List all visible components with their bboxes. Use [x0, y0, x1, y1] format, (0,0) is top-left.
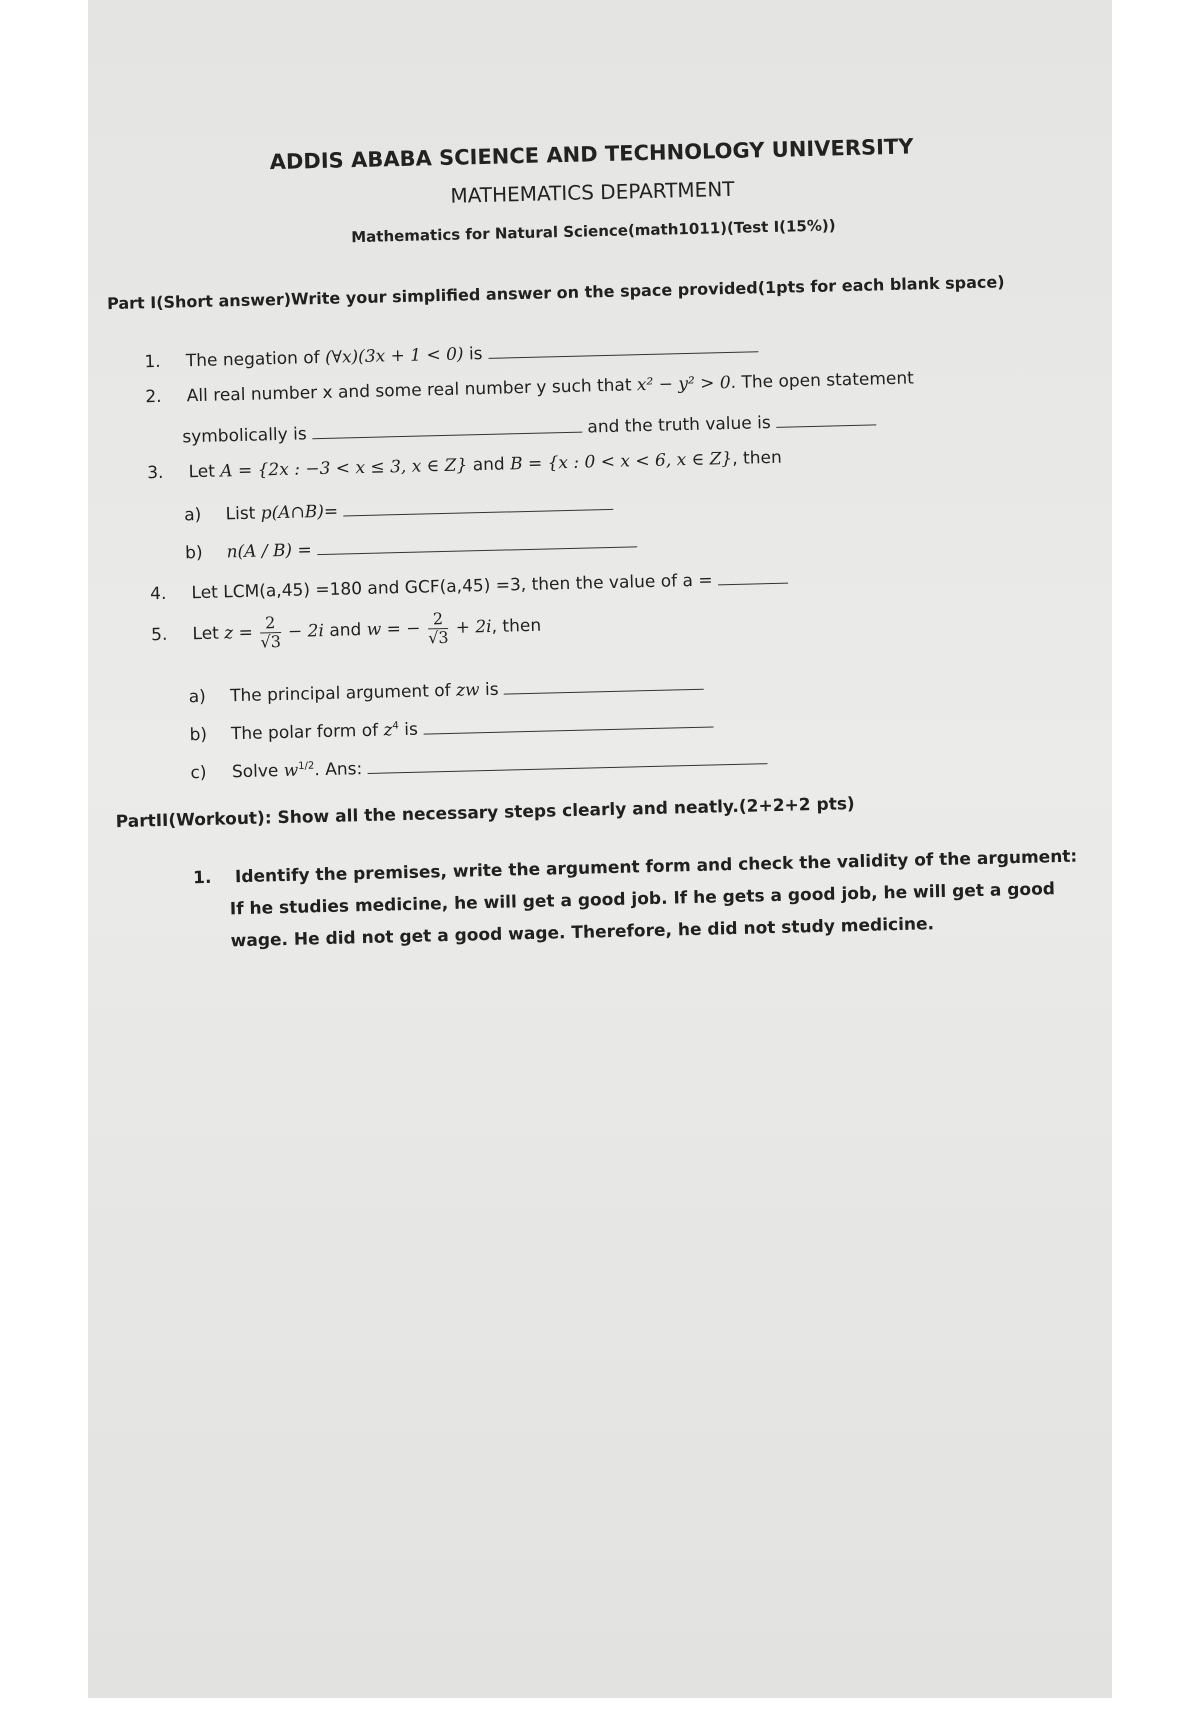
question-text: and the truth value is	[587, 413, 771, 438]
math-expression: x² − y² > 0	[636, 372, 731, 396]
exam-content	[76, 0, 1141, 1710]
question-3	[147, 448, 782, 484]
question-text: The polar form of	[230, 720, 379, 745]
set-a-definition: A = {2x : −3 < x ≤ 3, x ∈ Z}	[220, 455, 468, 482]
answer-blank[interactable]	[367, 746, 767, 774]
w-fraction	[428, 610, 449, 647]
question-text-tail: is	[484, 679, 499, 701]
question-2	[145, 368, 914, 407]
question-5c	[190, 746, 767, 783]
fraction-numerator: 2	[428, 610, 449, 629]
answer-blank[interactable]	[504, 672, 704, 695]
math-expression: z	[383, 720, 393, 741]
math-expression: p(A∩B)=	[260, 501, 339, 524]
w-tail: + 2i	[455, 616, 492, 638]
question-text: and	[472, 454, 505, 476]
z-fraction	[260, 614, 281, 651]
fraction-numerator: 2	[260, 614, 281, 633]
question-text: Let LCM(a,45) =180 and GCF(a,45) =3, then the value of a =	[191, 570, 713, 604]
answer-blank[interactable]	[718, 566, 788, 586]
math-expression: w	[283, 760, 299, 781]
answer-blank[interactable]	[423, 709, 713, 734]
question-text-tail: . The open statement	[730, 368, 915, 393]
sub-question-label: a)	[188, 686, 206, 708]
question-text-tail: , then	[491, 615, 542, 637]
question-text: symbolically is	[182, 424, 307, 448]
question-text-tail: . Ans:	[314, 759, 363, 781]
fraction-denominator: √3	[260, 631, 282, 652]
question-text: The principal argument of	[229, 680, 451, 707]
question-1	[144, 334, 758, 372]
question-text: and	[329, 620, 362, 641]
department-title: MATHEMATICS DEPARTMENT	[450, 176, 735, 208]
question-text: Let	[188, 461, 216, 483]
answer-blank[interactable]	[317, 529, 637, 555]
fraction-denominator: √3	[427, 627, 449, 648]
w-lhs: w = −	[366, 618, 421, 641]
question-number: 1.	[192, 867, 212, 889]
math-expression: (∀x)(3x + 1 < 0)	[324, 344, 464, 368]
question-text: The negation of	[185, 348, 320, 372]
question-5	[151, 608, 542, 654]
part2-title: PartII(Workout): Show all the necessary steps clearly and neatly.(2+2+2 pts)	[115, 794, 855, 833]
set-b-definition: B = {x : 0 < x < 6, x ∈ Z}	[509, 448, 733, 475]
question-text: Identify the premises, write the argument form and check the validity of the argument:	[234, 846, 1078, 888]
answer-blank[interactable]	[488, 334, 758, 359]
question-number: 2.	[145, 386, 162, 408]
question-3a	[184, 492, 614, 525]
z-tail: − 2i	[287, 621, 325, 642]
question-text-tail: is	[404, 719, 419, 741]
question-number: 1.	[144, 351, 161, 373]
sub-question-label: b)	[184, 542, 203, 564]
sub-question-label: c)	[190, 762, 207, 784]
question-2-line-2	[182, 407, 876, 447]
answer-blank-statement[interactable]	[312, 415, 582, 440]
university-title: ADDIS ABABA SCIENCE AND TECHNOLOGY UNIVERSITY	[269, 134, 914, 175]
sub-question-label: b)	[189, 724, 208, 746]
question-text: All real number x and some real number y such that	[186, 375, 632, 407]
question-text: Solve	[231, 761, 279, 783]
question-text: Let	[192, 623, 220, 645]
sub-question-label: a)	[184, 504, 202, 526]
question-5b	[189, 709, 713, 745]
question-5a	[188, 672, 704, 708]
question-3b	[185, 529, 637, 563]
math-expression: zw	[455, 680, 480, 701]
math-expression: n(A / B) =	[226, 540, 312, 563]
z-lhs: z =	[224, 622, 254, 644]
question-number: 4.	[149, 583, 167, 605]
part1-title: Part I(Short answer)Write your simplified answer on the space provided(1pts for each blank space)	[106, 272, 1005, 314]
exponent: 4	[392, 720, 399, 732]
exam-sheet	[88, 0, 1112, 1698]
question-number: 3.	[146, 462, 164, 484]
question-text: List	[225, 503, 256, 525]
question-number: 5.	[150, 624, 168, 646]
workout-question-1-line-2: If he studies medicine, he will get a good job. If he gets a good job, he will get a good	[229, 879, 1056, 920]
question-text-tail: is	[468, 344, 483, 365]
answer-blank-truth-value[interactable]	[776, 407, 876, 427]
answer-blank[interactable]	[343, 492, 613, 517]
course-title: Mathematics for Natural Science(math1011)(Test I(15%))	[351, 216, 836, 247]
workout-question-1-line-3: wage. He did not get a good wage. Therefore, he did not study medicine.	[230, 914, 935, 952]
question-4	[150, 566, 788, 605]
question-text-tail: , then	[732, 447, 782, 469]
exponent: 1/2	[298, 760, 315, 772]
